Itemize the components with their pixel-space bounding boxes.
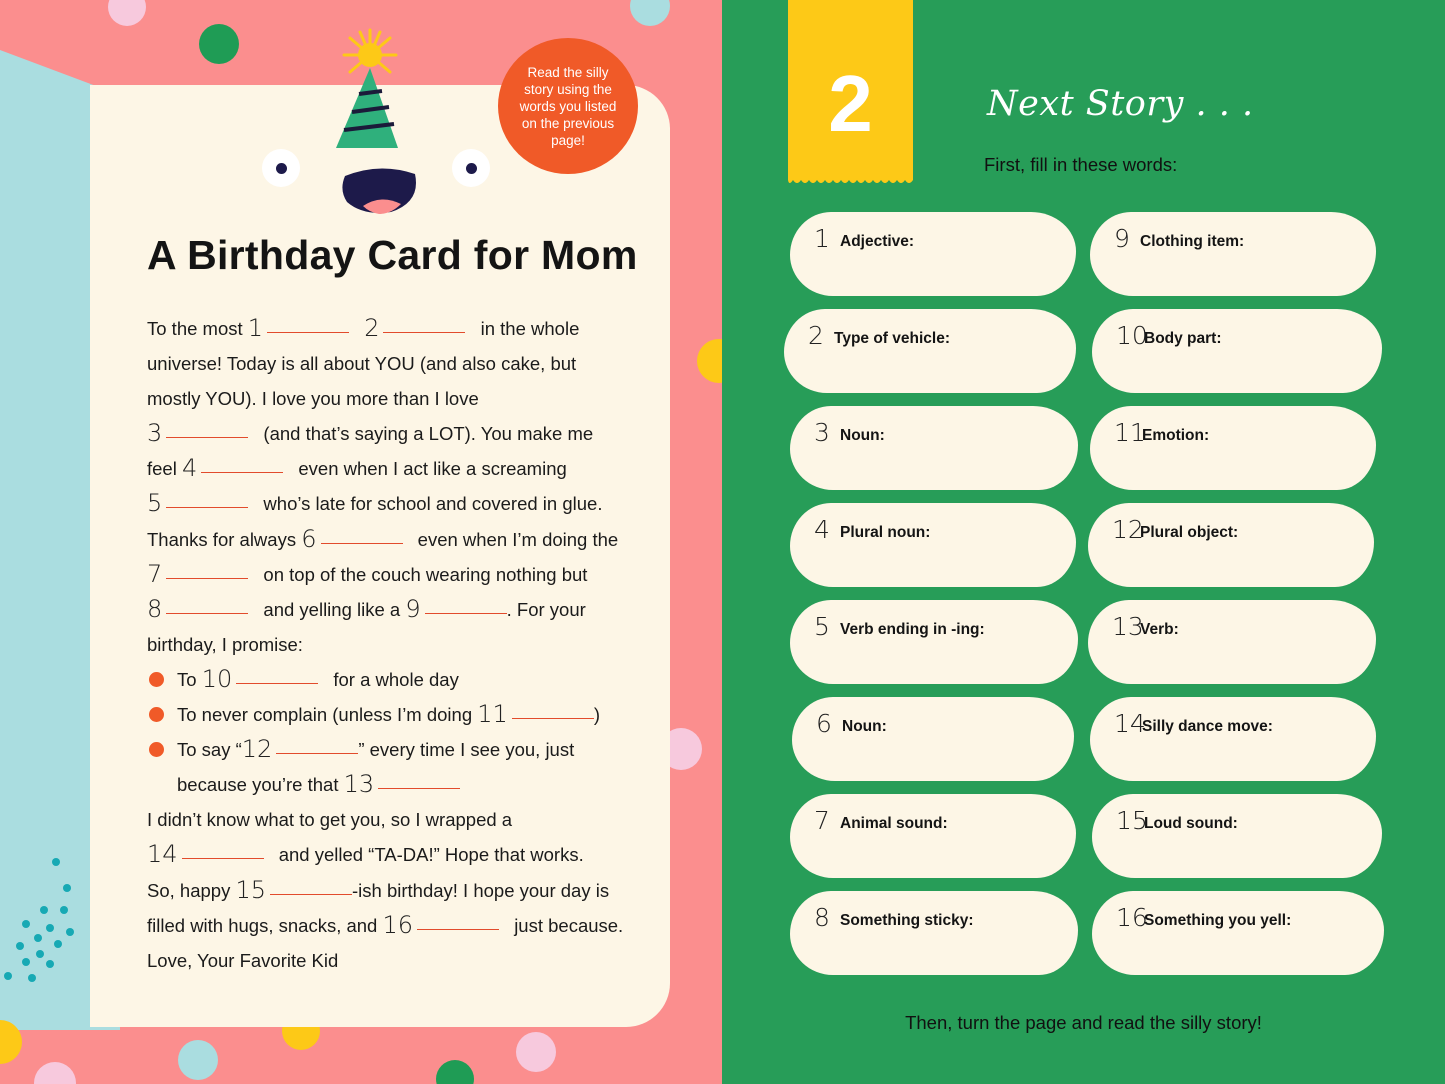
prompt-label: Silly dance move: xyxy=(1142,718,1273,735)
story-title: A Birthday Card for Mom xyxy=(147,232,638,278)
blank-number: 6 xyxy=(301,524,317,553)
fill-in-blank[interactable] xyxy=(321,543,403,544)
confetti-dot xyxy=(178,1040,218,1080)
blank-number: 11 xyxy=(477,700,508,729)
promise-bullet: To 10 for a whole day xyxy=(147,662,647,697)
story-line: 8 and yelling like a 9 . For your xyxy=(147,594,586,623)
confetti-dot xyxy=(199,24,239,64)
story-line: I didn’t know what to get you, so I wrapped a xyxy=(147,809,513,831)
prompt-number: 1 xyxy=(814,224,830,253)
story-line: universe! Today is all about YOU (and also cake, but xyxy=(147,353,577,375)
prompt-label: Noun: xyxy=(842,718,887,735)
fill-in-blank[interactable] xyxy=(270,894,352,895)
confetti-dot xyxy=(436,1060,474,1084)
confetti-dot xyxy=(34,1062,76,1084)
bullet-icon xyxy=(149,707,164,722)
blank-number: 12 xyxy=(241,735,273,764)
word-prompt-pill[interactable] xyxy=(1092,794,1382,878)
promise-bullet: To never complain (unless I’m doing 11 ) xyxy=(147,697,647,732)
prompt-number: 5 xyxy=(814,612,830,641)
story-line: mostly YOU). I love you more than I love xyxy=(147,388,479,410)
fill-in-blank[interactable] xyxy=(182,858,264,859)
open-mouth-icon xyxy=(341,166,419,214)
instruction-badge xyxy=(498,38,638,174)
next-story-heading: Next Story . . . xyxy=(987,84,1254,124)
blank-number: 4 xyxy=(181,454,198,483)
word-prompt-pill[interactable] xyxy=(790,891,1078,975)
prompt-number: 15 xyxy=(1116,806,1148,835)
word-prompt-pill[interactable] xyxy=(1088,600,1376,684)
word-prompt-pill[interactable] xyxy=(790,406,1078,490)
prompt-number: 3 xyxy=(814,418,830,447)
story-line: 14 and yelled “TA-DA!” Hope that works. xyxy=(147,840,584,869)
prompt-number: 2 xyxy=(808,321,824,350)
bullet-icon xyxy=(149,672,164,687)
instruction-text: First, fill in these words: xyxy=(984,154,1178,175)
prompt-label: Verb: xyxy=(1140,621,1179,638)
fill-in-blank[interactable] xyxy=(425,613,507,614)
prompt-label: Type of vehicle: xyxy=(834,330,950,347)
blank-number: 14 xyxy=(147,840,178,869)
story-line: birthday, I promise: xyxy=(147,633,303,655)
blank-number: 3 xyxy=(147,419,163,448)
prompt-number: 16 xyxy=(1116,903,1148,932)
story-line: 5 who’s late for school and covered in glue. xyxy=(147,489,603,518)
promise-bullet: To say “12 ” every time I see you, just xyxy=(147,732,647,767)
blank-number: 8 xyxy=(147,594,163,623)
confetti-dot xyxy=(630,0,670,26)
fill-in-blank[interactable] xyxy=(267,332,349,333)
story-line: To the most 1 2 in the whole xyxy=(147,314,580,342)
prompt-number: 4 xyxy=(814,515,830,544)
story-text xyxy=(147,311,647,978)
story-line: because you’re that 13 xyxy=(147,767,647,802)
word-prompt-pill[interactable] xyxy=(1092,891,1384,975)
prompt-label: Emotion: xyxy=(1142,427,1210,444)
word-prompt-pill[interactable] xyxy=(1090,406,1376,490)
confetti-dot xyxy=(108,0,146,26)
prompt-number: 11 xyxy=(1114,418,1146,447)
word-prompt-pill[interactable] xyxy=(790,794,1076,878)
prompt-label: Plural noun: xyxy=(840,524,931,541)
fill-in-blank[interactable] xyxy=(236,683,318,684)
blank-number: 10 xyxy=(201,664,233,693)
story-number-ribbon xyxy=(788,0,913,178)
left-eye-icon xyxy=(262,149,300,187)
right-eye-icon xyxy=(452,149,490,187)
blank-number: 1 xyxy=(247,314,264,342)
bullet-icon xyxy=(149,742,164,757)
fill-in-blank[interactable] xyxy=(383,332,465,333)
fill-in-blank[interactable] xyxy=(166,437,248,438)
prompt-label: Body part: xyxy=(1144,330,1222,347)
word-prompt-pill[interactable] xyxy=(1088,503,1374,587)
fill-in-blank[interactable] xyxy=(166,578,248,579)
prompt-label: Verb ending in -ing: xyxy=(840,621,985,638)
confetti-dot xyxy=(697,339,722,383)
blank-number: 9 xyxy=(405,594,421,623)
badge-text: Read the silly story using the words you listed on the previous page! xyxy=(519,64,617,148)
prompt-label: Animal sound: xyxy=(840,815,948,832)
prompt-label: Plural object: xyxy=(1140,524,1239,541)
word-prompt-pill[interactable] xyxy=(792,697,1074,781)
fill-in-blank[interactable] xyxy=(276,753,358,754)
prompt-number: 12 xyxy=(1112,515,1144,544)
story-line: feel 4 even when I act like a screaming xyxy=(147,454,567,483)
prompt-number: 8 xyxy=(814,903,830,932)
ribbon-scalloped-edge xyxy=(788,172,913,186)
prompt-number: 7 xyxy=(814,806,830,835)
word-prompt-pill[interactable] xyxy=(790,212,1076,296)
prompt-label: Noun: xyxy=(840,427,885,444)
story-line: filled with hugs, snacks, and 16 just because. xyxy=(147,910,624,939)
prompt-number: 13 xyxy=(1112,612,1144,641)
fill-in-blank[interactable] xyxy=(417,929,499,930)
prompt-number: 9 xyxy=(1114,224,1130,253)
blank-number: 16 xyxy=(382,910,414,939)
blank-number: 13 xyxy=(343,770,375,799)
prompt-label: Something sticky: xyxy=(840,912,974,929)
left-page xyxy=(0,0,722,1084)
story-signoff: Love, Your Favorite Kid xyxy=(147,949,339,971)
word-prompt-pill[interactable] xyxy=(1092,309,1382,393)
right-page xyxy=(722,0,1445,1084)
word-prompt-pill[interactable] xyxy=(790,600,1078,684)
footer-instruction: Then, turn the page and read the silly story! xyxy=(905,1012,1262,1033)
prompt-label: Clothing item: xyxy=(1140,233,1245,250)
confetti-dot xyxy=(516,1032,556,1072)
word-prompt-pill[interactable] xyxy=(1090,697,1376,781)
fill-in-blank[interactable] xyxy=(378,788,460,789)
party-hat-icon xyxy=(332,28,402,158)
prompt-number: 10 xyxy=(1116,321,1148,350)
fill-in-blank[interactable] xyxy=(512,718,594,719)
fill-in-blank[interactable] xyxy=(166,507,248,508)
story-line: So, happy 15 -ish birthday! I hope your day is xyxy=(147,875,610,904)
story-line: Thanks for always 6 even when I’m doing the xyxy=(147,524,619,553)
blank-number: 2 xyxy=(364,314,380,342)
blank-number: 15 xyxy=(235,875,267,904)
blank-number: 5 xyxy=(147,489,163,518)
fill-in-blank[interactable] xyxy=(166,613,248,614)
prompt-label: Something you yell: xyxy=(1144,912,1292,929)
word-prompt-pill[interactable] xyxy=(784,309,1076,393)
prompt-number: 14 xyxy=(1114,709,1146,738)
prompt-label: Loud sound: xyxy=(1144,815,1238,832)
prompt-number: 6 xyxy=(816,709,832,738)
prompt-label: Adjective: xyxy=(840,233,915,250)
story-line: 3 (and that’s saying a LOT). You make me xyxy=(147,419,594,448)
blank-number: 7 xyxy=(147,559,163,588)
word-prompt-pill[interactable] xyxy=(790,503,1076,587)
fill-in-blank[interactable] xyxy=(201,472,283,473)
story-line: 7 on top of the couch wearing nothing but xyxy=(147,559,588,588)
word-prompt-pill[interactable] xyxy=(1090,212,1376,296)
teal-sprinkles-decoration xyxy=(0,850,90,990)
story-number: 2 xyxy=(828,59,873,148)
